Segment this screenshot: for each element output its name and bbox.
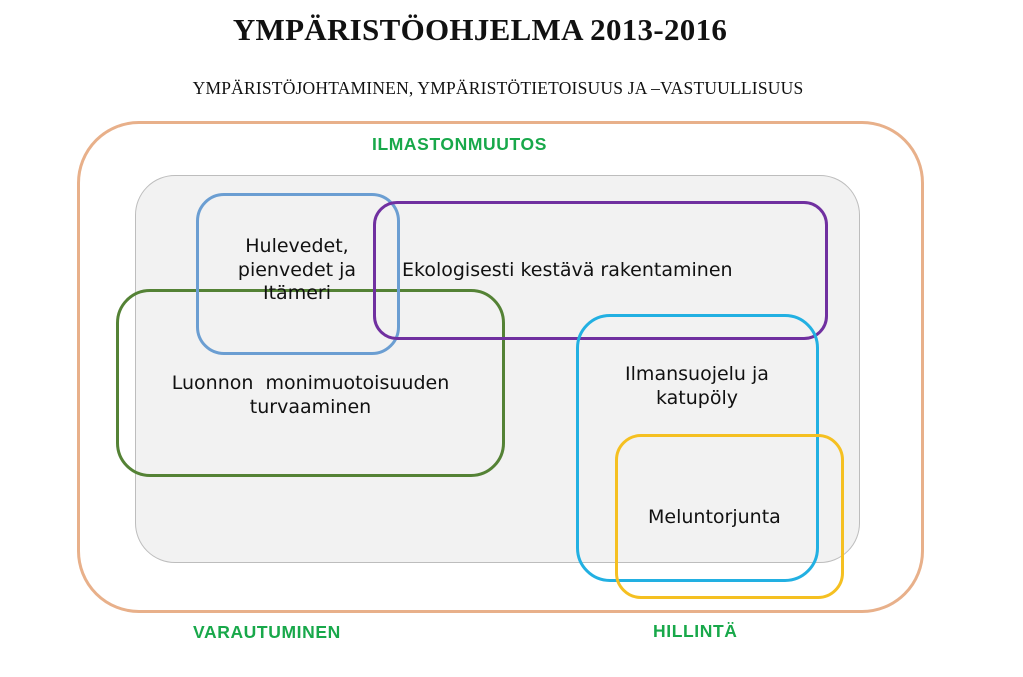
mitigation-label: HILLINTÄ: [653, 621, 738, 641]
sustainable-construction-label: Ekologisesti kestävä rakentaminen: [402, 259, 733, 281]
page-subtitle: YMPÄRISTÖJOHTAMINEN, YMPÄRISTÖTIETOISUUS JA –VASTUULLISUUS: [192, 78, 804, 98]
air-protection-label-line-2: katupöly: [655, 386, 738, 409]
preparedness-label: VARAUTUMINEN: [193, 622, 341, 642]
biodiversity-label: [128, 372, 493, 419]
stormwater-label-line-3: Itämeri: [263, 282, 331, 305]
page-title: YMPÄRISTÖOHJELMA 2013-2016: [232, 12, 728, 47]
biodiversity-label-line-2: turvaaminen: [249, 395, 372, 418]
noise-control-label: Meluntorjunta: [648, 506, 781, 528]
stormwater-label: [204, 235, 390, 306]
climate-change-label: ILMASTONMUUTOS: [372, 134, 547, 154]
biodiversity-label-line-1: Luonnon monimuotoisuuden: [171, 372, 450, 394]
air-protection-label-line-1: Ilmansuojelu ja: [625, 363, 769, 385]
stormwater-label-line-2: pienvedet ja: [237, 258, 357, 281]
stormwater-label-line-1: Hulevedet,: [245, 235, 349, 257]
air-protection-label: [592, 363, 802, 410]
